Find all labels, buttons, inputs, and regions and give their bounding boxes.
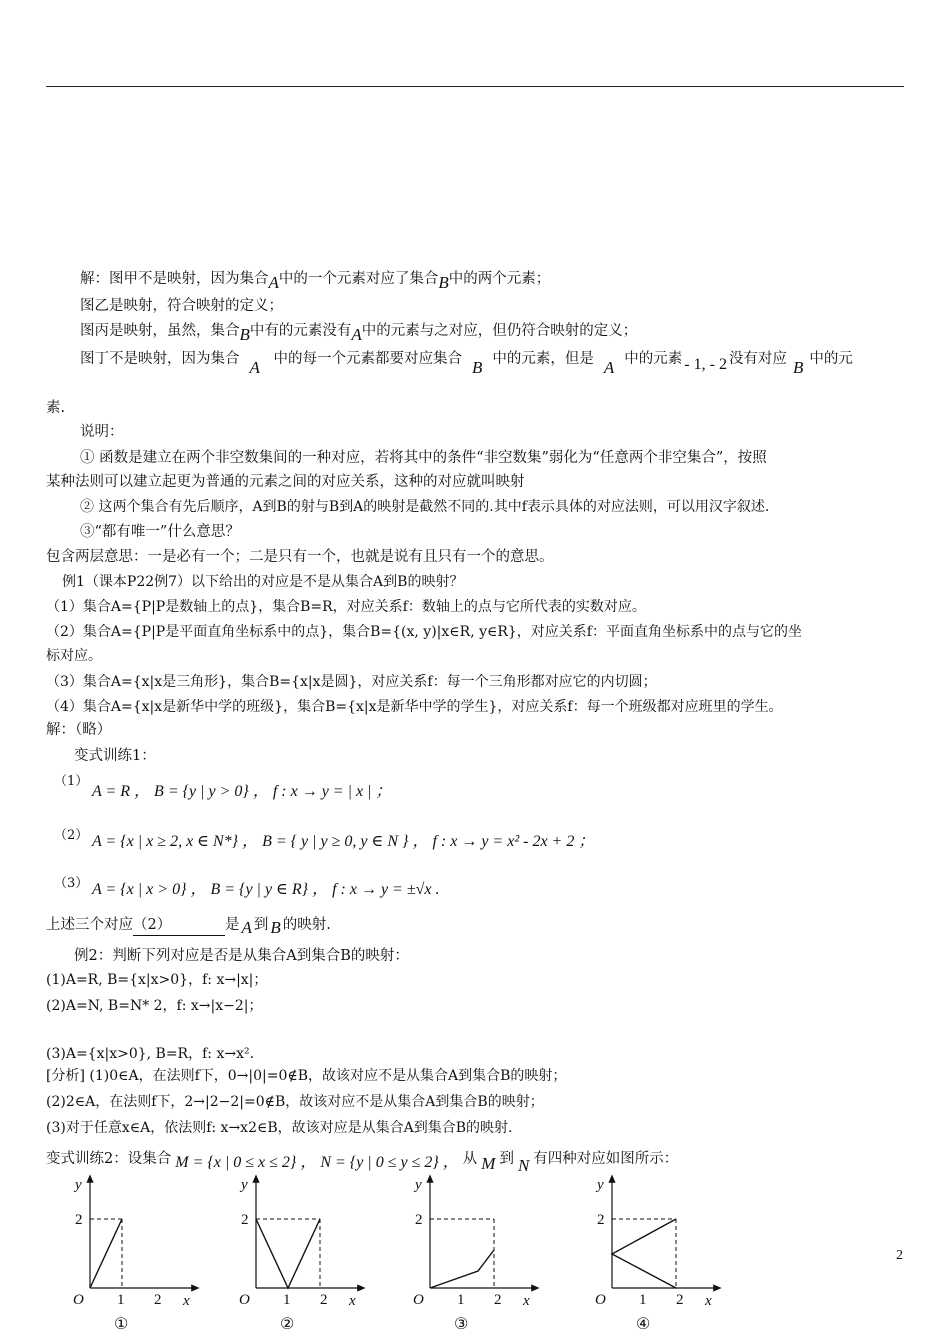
x-label: x	[183, 1293, 190, 1309]
solution-line-5: 素.	[46, 400, 66, 416]
y-label: y	[415, 1177, 422, 1193]
variant1-label-2: （2）	[54, 828, 89, 843]
note-2: ② 这两个集合有先后顺序，A到B的射与B到A的映射是截然不同的.其中f表示具体的对应法则，可以用汉字叙述.	[80, 499, 770, 515]
example1-item-2b: 标对应。	[46, 648, 102, 664]
graph-2-caption: ②	[280, 1314, 295, 1333]
variant1-formula-2: A = {x | x ≥ 2, x ∈ N*} ， B = { y | y ≥ 0, y ∈ N } ， f : x → y = x² - 2x + 2 ；	[92, 833, 595, 850]
x-tick-2: 2	[320, 1292, 328, 1308]
mapping-curve	[612, 1219, 676, 1288]
mapping-curve	[90, 1219, 122, 1288]
x-tick-1: 1	[117, 1292, 125, 1308]
y-tick-2: 2	[75, 1212, 83, 1228]
origin-label: O	[413, 1292, 424, 1308]
origin-label: O	[595, 1292, 606, 1308]
note-4: 包含两层意思：一是必有一个；二是只有一个，也就是说有且只有一个的意思。	[46, 549, 554, 565]
example1-answer: 解：（略）	[46, 722, 112, 738]
note-3: ③“都有唯一”什么意思？	[80, 524, 240, 540]
graph-4	[592, 1176, 722, 1309]
graph-4-caption: ④	[636, 1314, 651, 1333]
example1-item-2a: （2）集合A={P|P是平面直角坐标系中的点}，集合B={(x, y)|x∈R, y∈R}，对应关系f：平面直角坐标系中的点与它的坐	[46, 624, 802, 640]
example1-title: 例1（课本P22例7）以下给出的对应是不是从集合A到B的映射？	[62, 574, 464, 590]
graph-1-caption: ①	[114, 1314, 129, 1333]
y-label: y	[597, 1177, 604, 1193]
example2-analysis-1: [分析] (1)0∈A，在法则f下，0→|0|=0∉B，故该对应不是从集合A到集合B的映射；	[46, 1068, 567, 1084]
variant1-label-3: （3）	[54, 876, 89, 891]
origin-label: O	[73, 1292, 84, 1308]
example2-title: 例2：判断下列对应是否是从集合A到集合B的映射：	[74, 948, 409, 964]
x-tick-1: 1	[457, 1292, 465, 1308]
mapping-curve	[256, 1219, 320, 1288]
solution-line-2: 图乙是映射，符合映射的定义；	[80, 298, 283, 314]
example2-analysis-3: (3)对于任意x∈A，依法则f: x→x2∈B，故该对应是从集合A到集合B的映射.	[46, 1120, 513, 1136]
graph-3	[410, 1176, 540, 1309]
example2-item-3: (3)A={x|x>0}, B=R，f: x→x².	[46, 1046, 255, 1062]
x-tick-1: 1	[639, 1292, 647, 1308]
y-label: y	[75, 1177, 82, 1193]
graph-3-caption: ③	[454, 1314, 469, 1333]
y-tick-2: 2	[415, 1212, 423, 1228]
solution-line-4: 图丁不是映射，因为集合 A 中的每一个元素都要对应集合 B 中的元素，但是 A 中的元素 - 1, - 2 没有对应 B 中的元	[80, 351, 853, 377]
example2-item-2: (2)A=N, B=N* 2，f: x→|x−2|；	[46, 998, 263, 1014]
y-tick-2: 2	[241, 1212, 249, 1228]
graph-1	[70, 1176, 200, 1309]
variant1-label-1: （1）	[54, 774, 89, 789]
variant1-formula-3: A = {x | x > 0} ， B = {y | y ∈ R} ， f : x → y = ±√x .	[92, 881, 440, 898]
y-tick-2: 2	[597, 1212, 605, 1228]
page-number: 2	[896, 1248, 903, 1263]
x-tick-2: 2	[494, 1292, 502, 1308]
variant1-title: 变式训练1：	[74, 748, 156, 764]
x-label: x	[523, 1293, 530, 1309]
x-label: x	[349, 1293, 356, 1309]
solution-line-3: 图丙是映射，虽然，集合B中有的元素没有A中的元素与之对应，但仍符合映射的定义；	[80, 323, 638, 344]
example1-item-4: （4）集合A={x|x是新华中学的班级}，集合B={x|x是新华中学的学生}，对应关系f：每一个班级都对应班里的学生。	[46, 699, 783, 715]
notes-title: 说明：	[80, 424, 124, 440]
variant2-text: 变式训练2：设集合 M = {x | 0 ≤ x ≤ 2} ， N = {y | 0 ≤ y ≤ 2} ， 从 M 到 N 有四种对应如图所示：	[46, 1151, 679, 1175]
header-rule	[46, 86, 904, 87]
x-tick-2: 2	[154, 1292, 162, 1308]
note-1b: 某种法则可以建立起更为普通的元素之间的对应关系，这种的对应就叫映射	[46, 474, 525, 490]
variant1-conclusion: 上述三个对应（2） 是 A 到 B 的映射.	[46, 917, 331, 937]
example2-item-1: (1)A=R, B={x|x>0}，f: x→|x|；	[46, 972, 268, 988]
x-tick-1: 1	[283, 1292, 291, 1308]
x-label: x	[705, 1293, 712, 1309]
note-1a: ① 函数是建立在两个非空数集间的一种对应，若将其中的条件“非空数集”弱化为“任意两个非空集合”，按照	[80, 450, 767, 466]
variant1-formula-1: A = R ， B = {y | y > 0} ， f : x → y = | x | ；	[92, 783, 392, 800]
example2-analysis-2: (2)2∈A，在法则f下，2→|2−2|=0∉B，故该对应不是从集合A到集合B的映射；	[46, 1094, 544, 1110]
graph-2	[236, 1176, 366, 1309]
y-label: y	[241, 1177, 248, 1193]
x-tick-2: 2	[676, 1292, 684, 1308]
example1-item-3: （3）集合A={x|x是三角形}，集合B={x|x是圆}，对应关系f：每一个三角形都对应它的内切圆；	[46, 674, 657, 690]
example1-item-1: （1）集合A={P|P是数轴上的点}，集合B=R，对应关系f：数轴上的点与它所代表的实数对应。	[46, 599, 646, 615]
origin-label: O	[239, 1292, 250, 1308]
solution-line-1: 解：图甲不是映射，因为集合A中的一个元素对应了集合B中的两个元素；	[80, 271, 551, 292]
mapping-curve	[430, 1250, 494, 1288]
